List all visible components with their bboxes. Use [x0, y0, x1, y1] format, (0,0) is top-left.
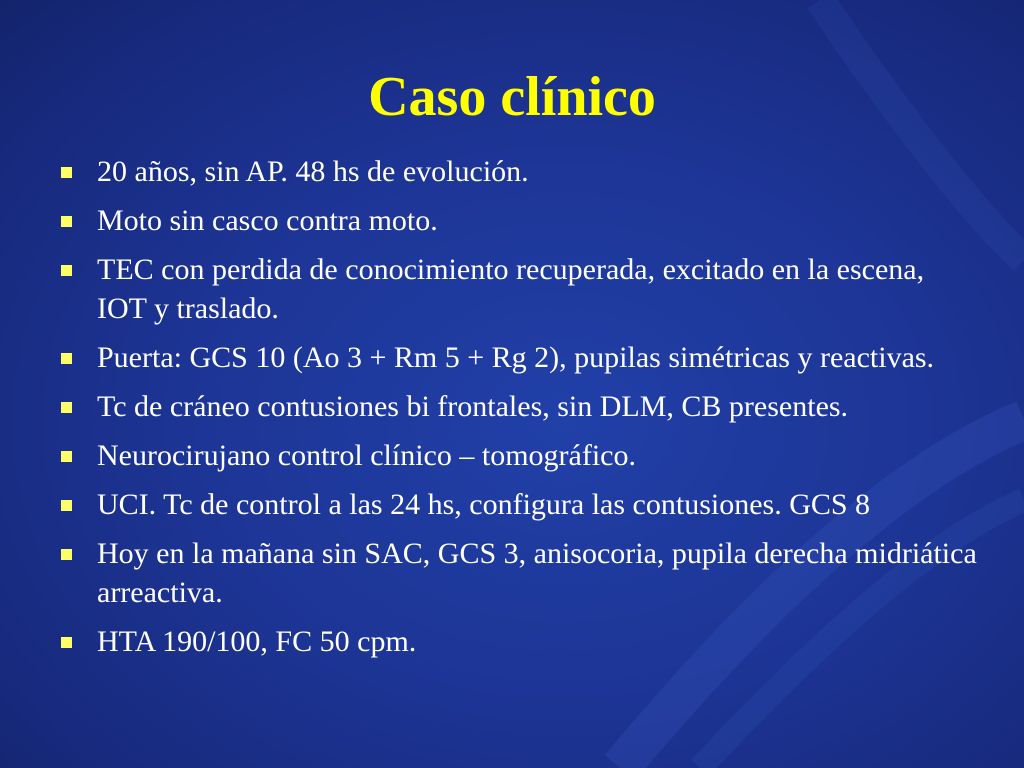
- bullet-text: Puerta: GCS 10 (Ao 3 + Rm 5 + Rg 2), pupilas simétricas y reactivas.: [97, 341, 935, 374]
- bullet-text: HTA 190/100, FC 50 cpm.: [97, 625, 417, 658]
- bullet-item: [58, 152, 978, 191]
- bullet-item: [58, 534, 978, 612]
- bullet-item: [58, 485, 978, 524]
- square-bullet-icon: [61, 265, 72, 276]
- bullet-item: [58, 250, 978, 328]
- square-bullet-icon: [61, 451, 72, 462]
- slide-title: Caso clínico: [368, 66, 656, 128]
- bullet-item: [58, 436, 978, 475]
- bullet-item: [58, 201, 978, 240]
- bullet-text: Hoy en la mañana sin SAC, GCS 3, anisocoria, pupila derecha midriática arreactiva.: [97, 537, 977, 609]
- square-bullet-icon: [61, 549, 72, 560]
- bullet-text: Neurocirujano control clínico – tomográfico.: [97, 439, 636, 472]
- square-bullet-icon: [61, 500, 72, 511]
- square-bullet-icon: [61, 637, 72, 648]
- square-bullet-icon: [61, 353, 72, 364]
- bullet-text: TEC con perdida de conocimiento recuperada, excitado en la escena, IOT y traslado.: [97, 253, 925, 325]
- bullet-text: Tc de cráneo contusiones bi frontales, sin DLM, CB presentes.: [97, 390, 849, 423]
- bullet-text: UCI. Tc de control a las 24 hs, configura las contusiones. GCS 8: [97, 488, 871, 521]
- square-bullet-icon: [61, 402, 72, 413]
- square-bullet-icon: [61, 216, 72, 227]
- bullet-item: [58, 387, 978, 426]
- bullet-text: 20 años, sin AP. 48 hs de evolución.: [97, 155, 529, 188]
- bullet-item: [58, 338, 978, 377]
- bullet-text: Moto sin casco contra moto.: [97, 204, 438, 237]
- square-bullet-icon: [61, 167, 72, 178]
- bullet-item: [58, 622, 978, 661]
- bullet-list: [58, 152, 978, 671]
